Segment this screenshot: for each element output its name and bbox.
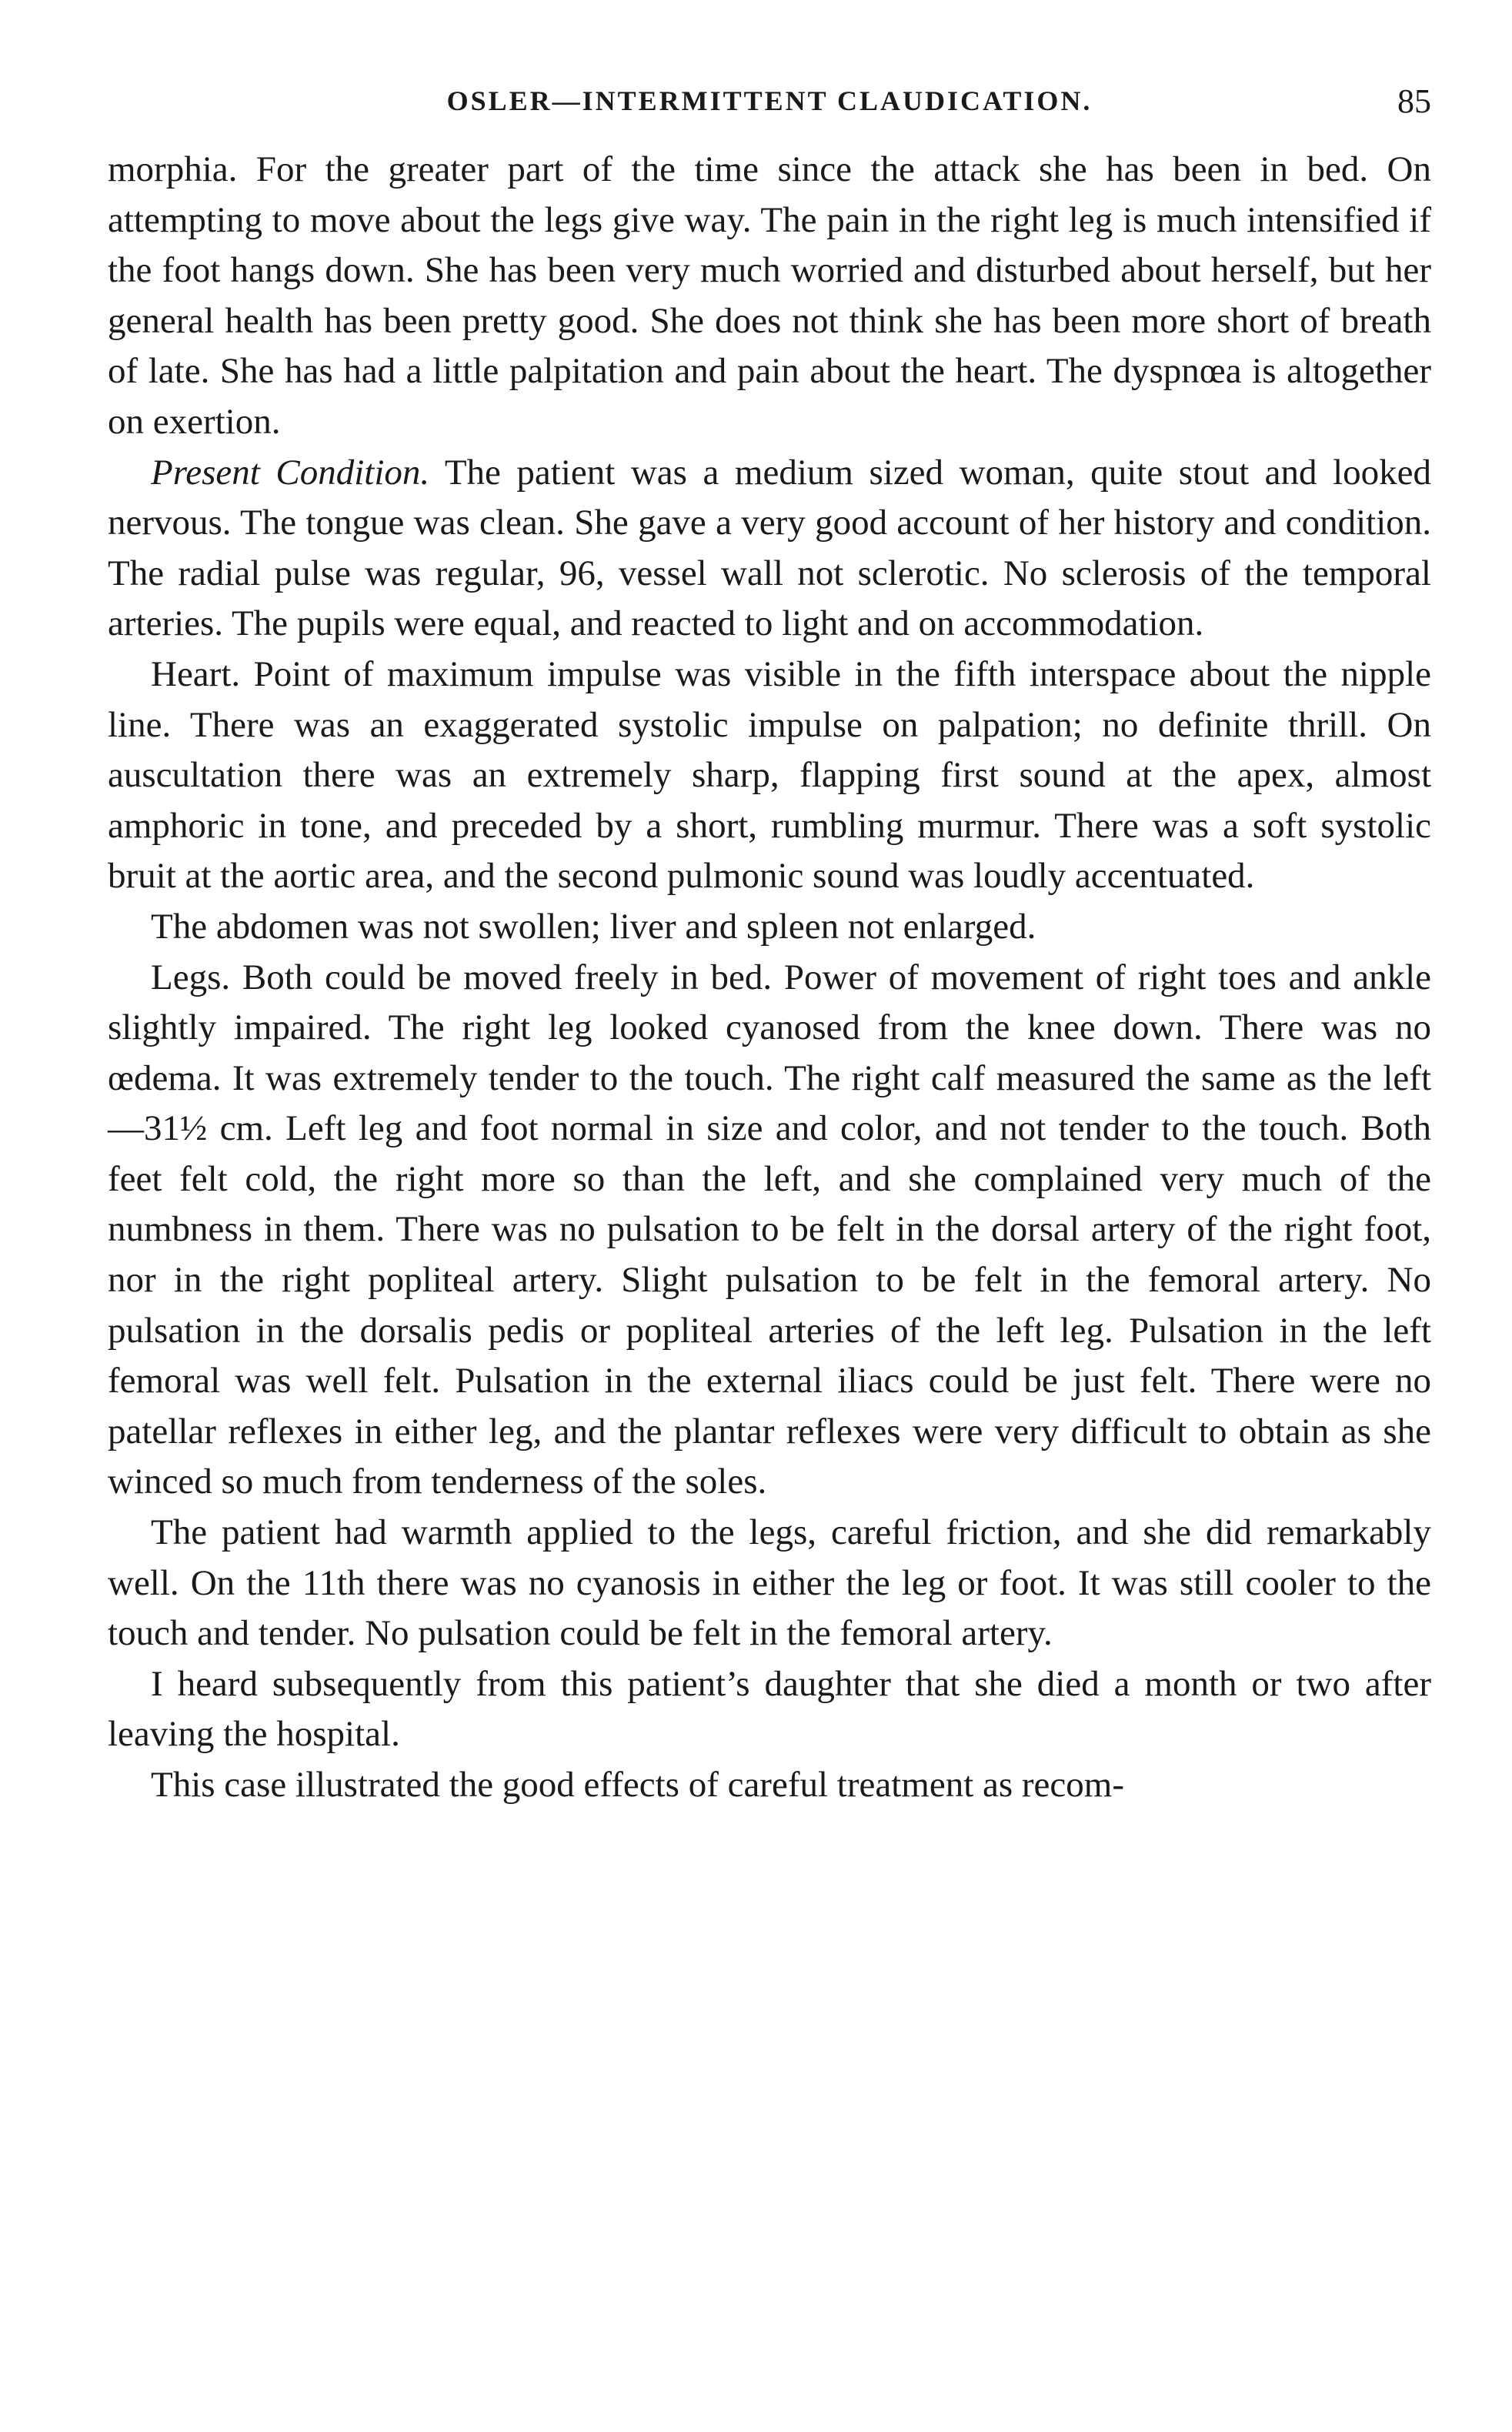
section-label-present-condition: Present Condition. [151, 452, 430, 493]
paragraph-text: The patient was a medium sized woman, quite stout and looked nervous. The tongue was clean. She gave a very good account of her history and condition. The radial pulse was regular, 96, vessel wall not sclerotic. No sclerosis of the temporal arteries. The pupils were equal, and reacted to light and on accommodation. [108, 452, 1431, 644]
paragraph-history: morphia. For the greater part of the time since the attack she has been in bed. On attempting to move about the legs give way. The pain in the right leg is much intensified if the foot hangs down. She has been very much worried and disturbed about herself, but her general health has been pretty good. She does not think she has been more short of breath of late. She has had a little palpitation and pain about the heart. The dyspnœa is altogether on exertion. [108, 149, 1431, 442]
paragraph-outcome: I heard subsequently from this patient’s daughter that she died a month or two after leaving the hospital. [108, 1663, 1431, 1755]
paragraph-abdomen: The abdomen was not swollen; liver and spleen not enlarged. [151, 906, 1036, 947]
running-header [108, 82, 1431, 139]
paragraph-present-condition [108, 448, 1431, 650]
paragraph-heart: Heart. Point of maximum impulse was visible in the fifth interspace about the nipple line. There was an exaggerated systolic impulse on palpation; no definite thrill. On auscultation there was an extremely sharp, flapping first sound at the apex, almost amphoric in tone, and preceded by a short, rumbling murmur. There was a soft systolic bruit at the aortic area, and the second pulmonic sound was loudly accentuated. [108, 653, 1431, 897]
running-title: OSLER—INTERMITTENT CLAUDICATION. [446, 85, 1093, 116]
page-number: 85 [1397, 82, 1431, 120]
paragraph-treatment: The patient had warmth applied to the legs, careful friction, and she did remarkably well. On the 11th there was no cyanosis in either the leg or foot. It was still cooler to the touch and tender. No pulsation could be felt in the femoral artery. [108, 1512, 1431, 1654]
book-page [108, 82, 1431, 1811]
body-text [108, 145, 1431, 1811]
paragraph-legs: Legs. Both could be moved freely in bed. Power of movement of right toes and ankle slightly impaired. The right leg looked cyanosed from the knee down. There was no œdema. It was extremely tender to the touch. The right calf measured the same as the left—31½ cm. Left leg and foot normal in size and color, and not tender to the touch. Both feet felt cold, the right more so than the left, and she complained very much of the numbness in them. There was no pulsation to be felt in the dorsal artery of the right foot, nor in the right popliteal artery. Slight pulsation to be felt in the femoral artery. No pulsation in the dorsalis pedis or popliteal arteries of the left leg. Pulsation in the left femoral was well felt. Pulsation in the external iliacs could be just felt. There were no patellar reflexes in either leg, and the plantar reflexes were very difficult to obtain as she winced so much from tenderness of the soles. [108, 957, 1431, 1502]
paragraph-conclusion: This case illustrated the good effects of careful treatment as recom- [151, 1765, 1124, 1805]
